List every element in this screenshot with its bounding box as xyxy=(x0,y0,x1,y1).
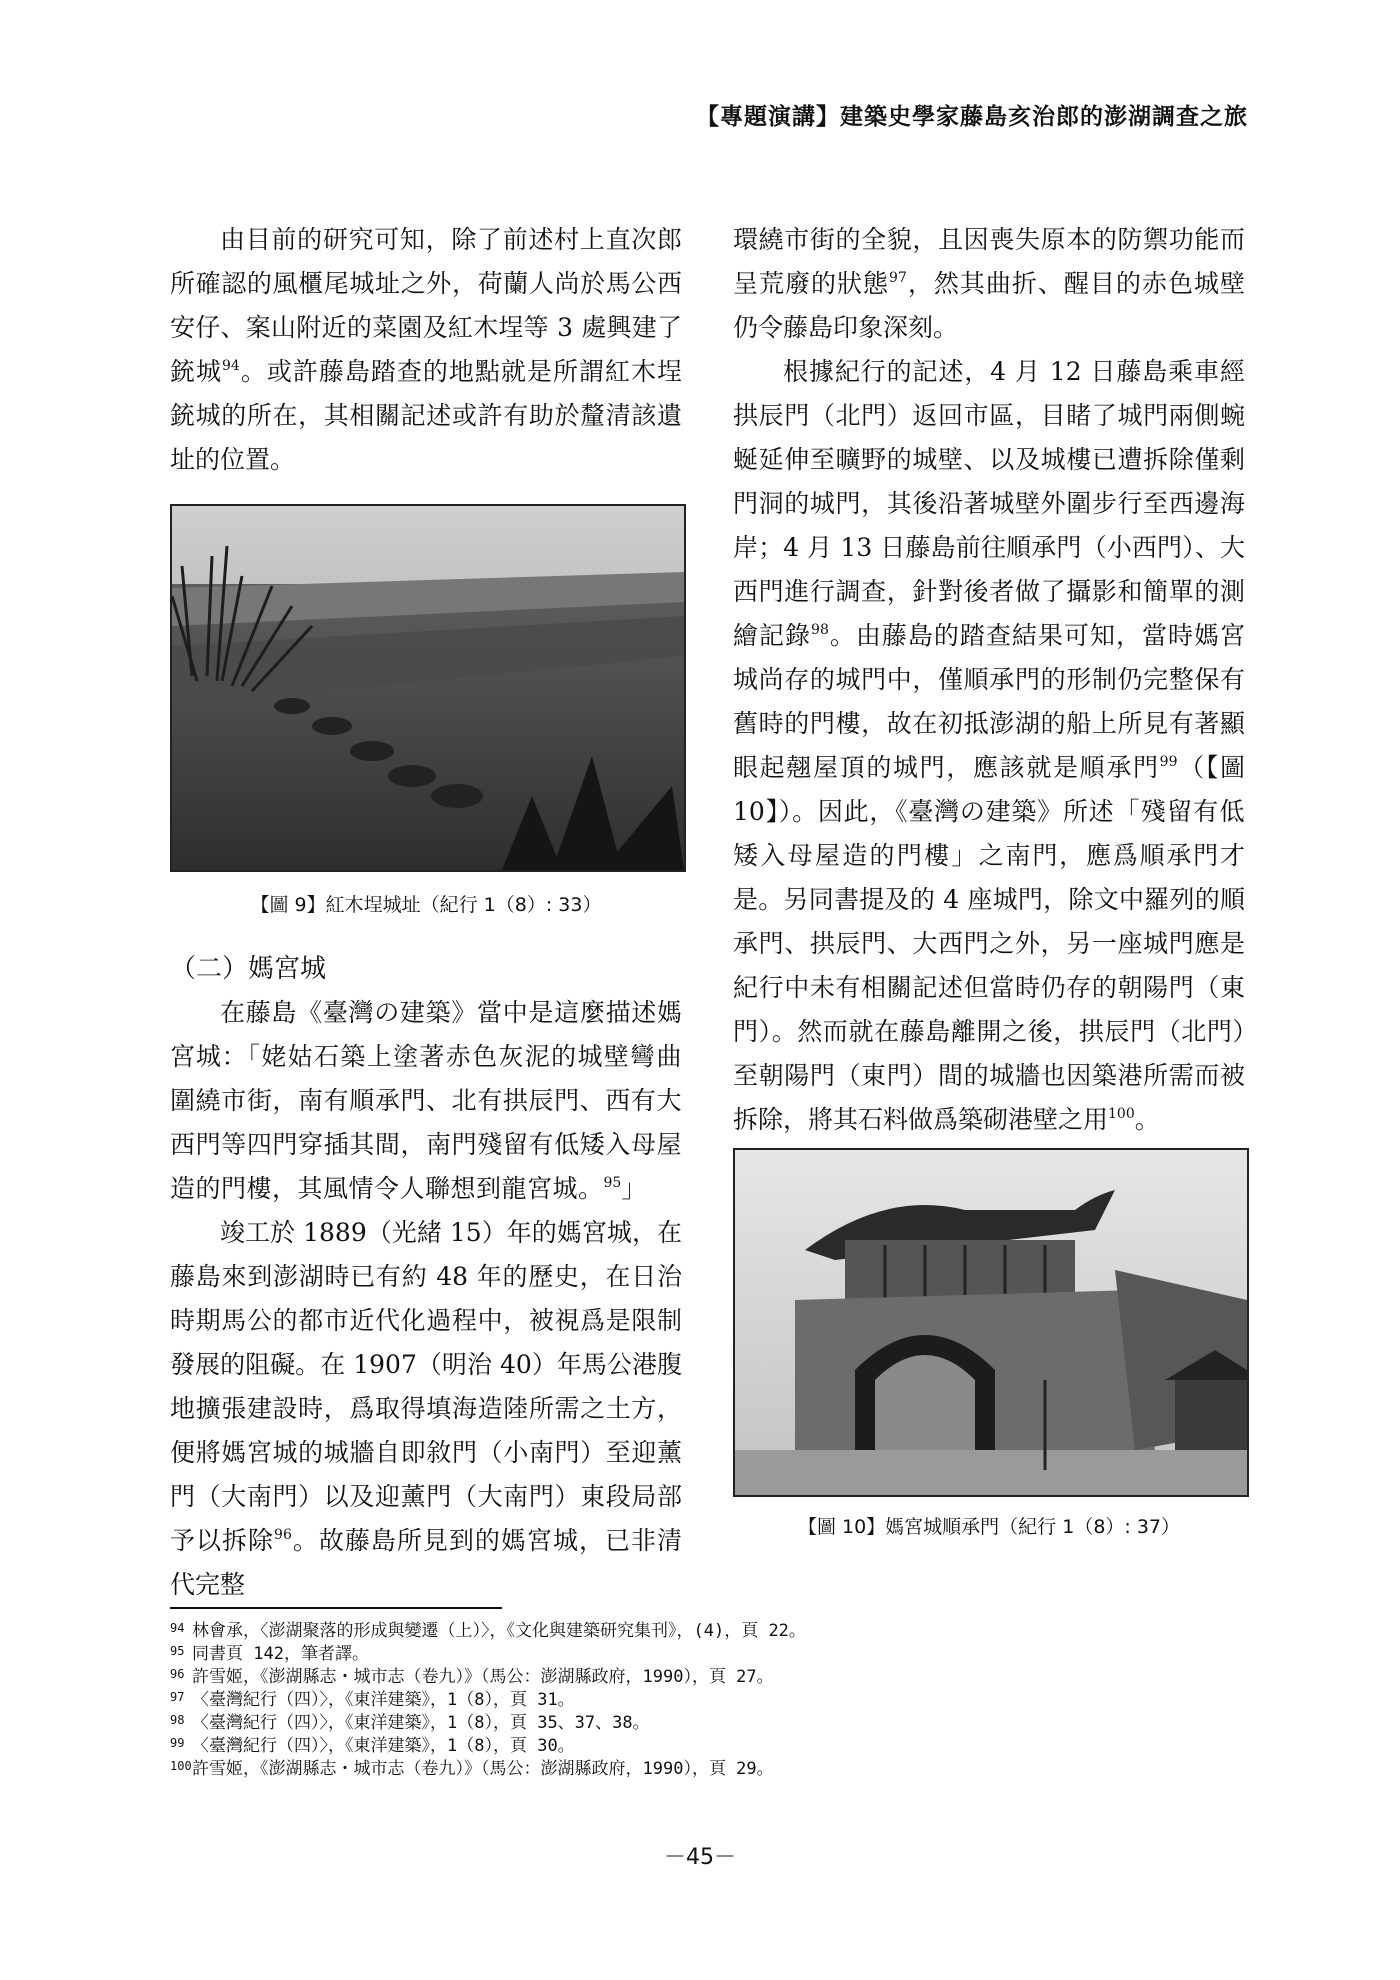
footnote-94: 94 林會承，〈澎湖聚落的形成與變遷（上）〉，《文化與建築研究集刊》，(4)，頁 22。 xyxy=(170,1621,806,1641)
footnote-96: 96 許雪姬，《澎湖縣志・城市志（卷九）》（馬公：澎湖縣政府，1990），頁 27。 xyxy=(170,1667,774,1687)
running-header: 【專題演講】建築史學家藤島亥治郎的澎湖調查之旅 xyxy=(696,104,1248,130)
paragraph-2: 在藤島《臺灣の建築》當中是這麼描述媽宮城：「姥姑石築上塗著赤色灰泥的城壁彎曲圍繞市街，南有順承門、北有拱辰門、西有大西門等四門穿插其間，南門殘留有低矮入母屋造的門樓，其風情令人聯想到龍宮城。$^{95}$」 xyxy=(170,998,682,1203)
footnote-ref-96[interactable]: 96 xyxy=(274,1527,292,1543)
paragraph-5: 根據紀行的記述，4 月 12 日藤島乘車經拱辰門（北門）返回市區，目睹了城門兩側蜿蜒延伸至曠野的城壁、以及城樓已遭拆除僅剩門洞的城門，其後沿著城壁外圍步行至西邊海岸；4 月 13 日藤島前往順承門（小西門）、大西門進行調查，針對後者做了攝影和簡單的測繪記錄$^{98}$。由藤島的踏查結果可知，當時媽宮城尚存的城門中，僅順承門的形制仍完整保有舊時的門樓，故在初抵澎湖的船上所見有著顯眼起翹屋頂的城門，應該就是順承門$^{99}$（【圖 10】）。因此，《臺灣の建築》所述「殘留有低矮入母屋造的門樓」之南門，應爲順承門才是。另同書提及的 4 座城門，除文中羅列的順承門、拱辰門、大西門之外，另一座城門應是紀行中未有相關記述但當時仍存的朝陽門（東門）。然而就在藤島離開之後，拱辰門（北門）至朝陽門（東門）間的城牆也因築港所需而被拆除，將其石料做爲築砌港壁之用$^{100}$。 xyxy=(733,357,1245,1134)
left-column xyxy=(170,218,682,482)
figure-9-photo xyxy=(170,504,686,872)
figure-10-caption: 【圖 10】媽宮城順承門（紀行 1（8）: 37） xyxy=(797,1516,1181,1538)
paragraph-4: 環繞市街的全貌，且因喪失原本的防禦功能而呈荒廢的狀態$^{97}$，然其曲折、醒目的赤色城壁仍令藤島印象深刻。 xyxy=(733,225,1245,342)
footnotes xyxy=(170,1620,1250,1781)
footnote-ref-100[interactable]: 100 xyxy=(1108,1106,1135,1122)
right-column xyxy=(733,218,1245,1142)
footnote-ref-98[interactable]: 98 xyxy=(811,622,829,638)
footnote-ref-99[interactable]: 99 xyxy=(1159,754,1178,770)
footnote-97: 97 〈臺灣紀行（四）〉，《東洋建築》，1（8），頁 31。 xyxy=(170,1690,575,1710)
footnote-divider xyxy=(170,1607,502,1609)
footnote-98: 98 〈臺灣紀行（四）〉，《東洋建築》，1（8），頁 35、37、38。 xyxy=(170,1713,650,1733)
section-madong-city xyxy=(170,947,682,1607)
footnote-ref-94[interactable]: 94 xyxy=(222,358,240,374)
section-title: （二）媽宮城 xyxy=(170,954,327,984)
footnote-99: 99 〈臺灣紀行（四）〉，《東洋建築》，1（8），頁 30。 xyxy=(170,1736,575,1756)
paragraph-1: 由目前的研究可知，除了前述村上直次郎所確認的風櫃尾城址之外，荷蘭人尚於馬公西安仔、案山附近的菜園及紅木埕等 3 處興建了銃城$^{94}$。或許藤島踏查的地點就是所謂紅木埕銃城的所在，其相關記述或許有助於釐清該遺址的位置。 xyxy=(170,225,682,474)
field-landscape-image xyxy=(172,506,684,870)
footnote-100: 100 許雪姬，《澎湖縣志・城市志（卷九）》（馬公：澎湖縣政府，1990），頁 29。 xyxy=(170,1759,774,1779)
footnote-ref-95[interactable]: 95 xyxy=(603,1175,622,1191)
figure-10-photo xyxy=(733,1148,1249,1497)
footnote-95: 95 同書頁 142，筆者譯。 xyxy=(170,1644,369,1664)
city-gate-image xyxy=(735,1150,1247,1495)
footnote-ref-97[interactable]: 97 xyxy=(889,270,907,286)
quotation: 「殘留有低矮入母屋造的門樓」 xyxy=(733,797,1245,870)
page-number: －45－ xyxy=(664,1845,736,1870)
quotation: 「姥姑石築上塗著赤色灰泥的城壁彎曲圍繞市街，南有順承門、北有拱辰門、西有大西門等四門穿插其間，南門殘留有低矮入母屋造的門樓，其風情令人聯想到龍宮城。 xyxy=(170,1042,682,1203)
paragraph-3: 竣工於 1889（光緒 15）年的媽宮城，在藤島來到澎湖時已有約 48 年的歷史，在日治時期馬公的都市近代化過程中，被視爲是限制發展的阻礙。在 1907（明治 40）年馬公港腹地擴張建設時，爲取得填海造陸所需之土方，便將媽宮城的城牆自即敘門（小南門）至迎薰門（大南門）以及迎薰門（大南門）東段局部予以拆除$^{96}$。故藤島所見到的媽宮城，已非清代完整 xyxy=(170,1218,682,1599)
figure-9-caption: 【圖 9】紅木埕城址（紀行 1（8）: 33） xyxy=(250,894,602,916)
